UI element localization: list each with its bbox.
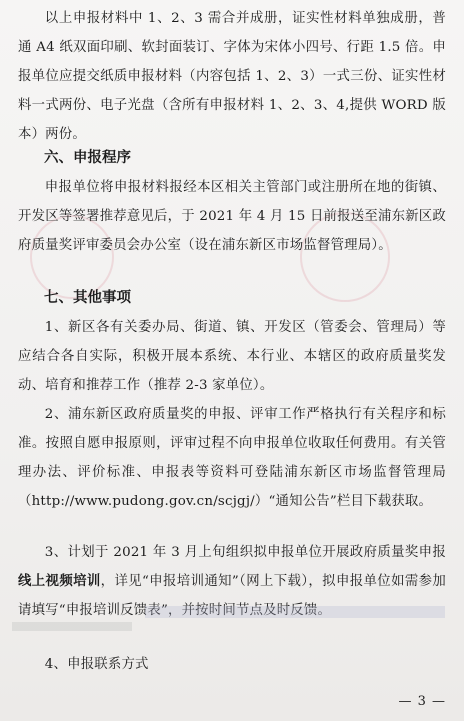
section-heading-other: 七、其他事项	[44, 290, 131, 306]
paragraph-procedure: 申报单位将申报材料报经本区相关主管部门或注册所在地的街镇、开发区等签署推荐意见后，于 2021 年 4 月 15 日前报送至浦东新区政府质量奖评审委员会办公室（设在浦东新区市场监督管理局）。	[18, 180, 446, 253]
paragraph-materials: 以上申报材料中 1、2、3 需合并成册，证实性材料单独成册，普通 A4 纸双面印刷、软封面装订、字体为宋体小四号、行距 1.5 倍。申报单位应提交纸质申报材料（内容包括 1、2、3）一式三份、证实性材料一式两份、电子光盘（含所有申报材料 1、2、3、4,提供 WORD 版本）两份。	[18, 11, 446, 142]
page-number: — 3 —	[398, 694, 446, 709]
section-heading-procedure: 六、申报程序	[44, 150, 131, 166]
bleed-through-band	[12, 622, 132, 631]
item-3-bold-text: 线上视频培训	[18, 574, 101, 589]
item-3-text-end: ，详见“申报培训通知”（网上下载），拟申报单位如需参加请填写“申报培训反馈表”，并按时间节点及时反馈。	[18, 574, 446, 618]
bleed-through-band	[145, 606, 445, 618]
paragraph-item-2: 2、浦东新区政府质量奖的申报、评审工作严格执行有关程序和标准。按照自愿申报原则，评审过程不向申报单位收取任何费用。有关管理办法、评价标准、申报表等资料可登陆浦东新区市场监督管理局（http://www.pudong.gov.cn/scjgj/）“通知公告”栏目下载获取。	[18, 407, 446, 509]
paragraph-item-1: 1、新区各有关委办局、街道、镇、开发区（管委会、管理局）等应结合各自实际，积极开展本系统、本行业、本辖区的政府质量奖发动、培育和推荐工作（推荐 2-3 家单位）。	[18, 320, 446, 393]
paragraph-item-4: 4、申报联系方式	[44, 657, 149, 672]
item-3-text-start: 3、计划于 2021 年 3 月上旬组织拟申报单位开展政府质量奖申报	[44, 545, 446, 560]
